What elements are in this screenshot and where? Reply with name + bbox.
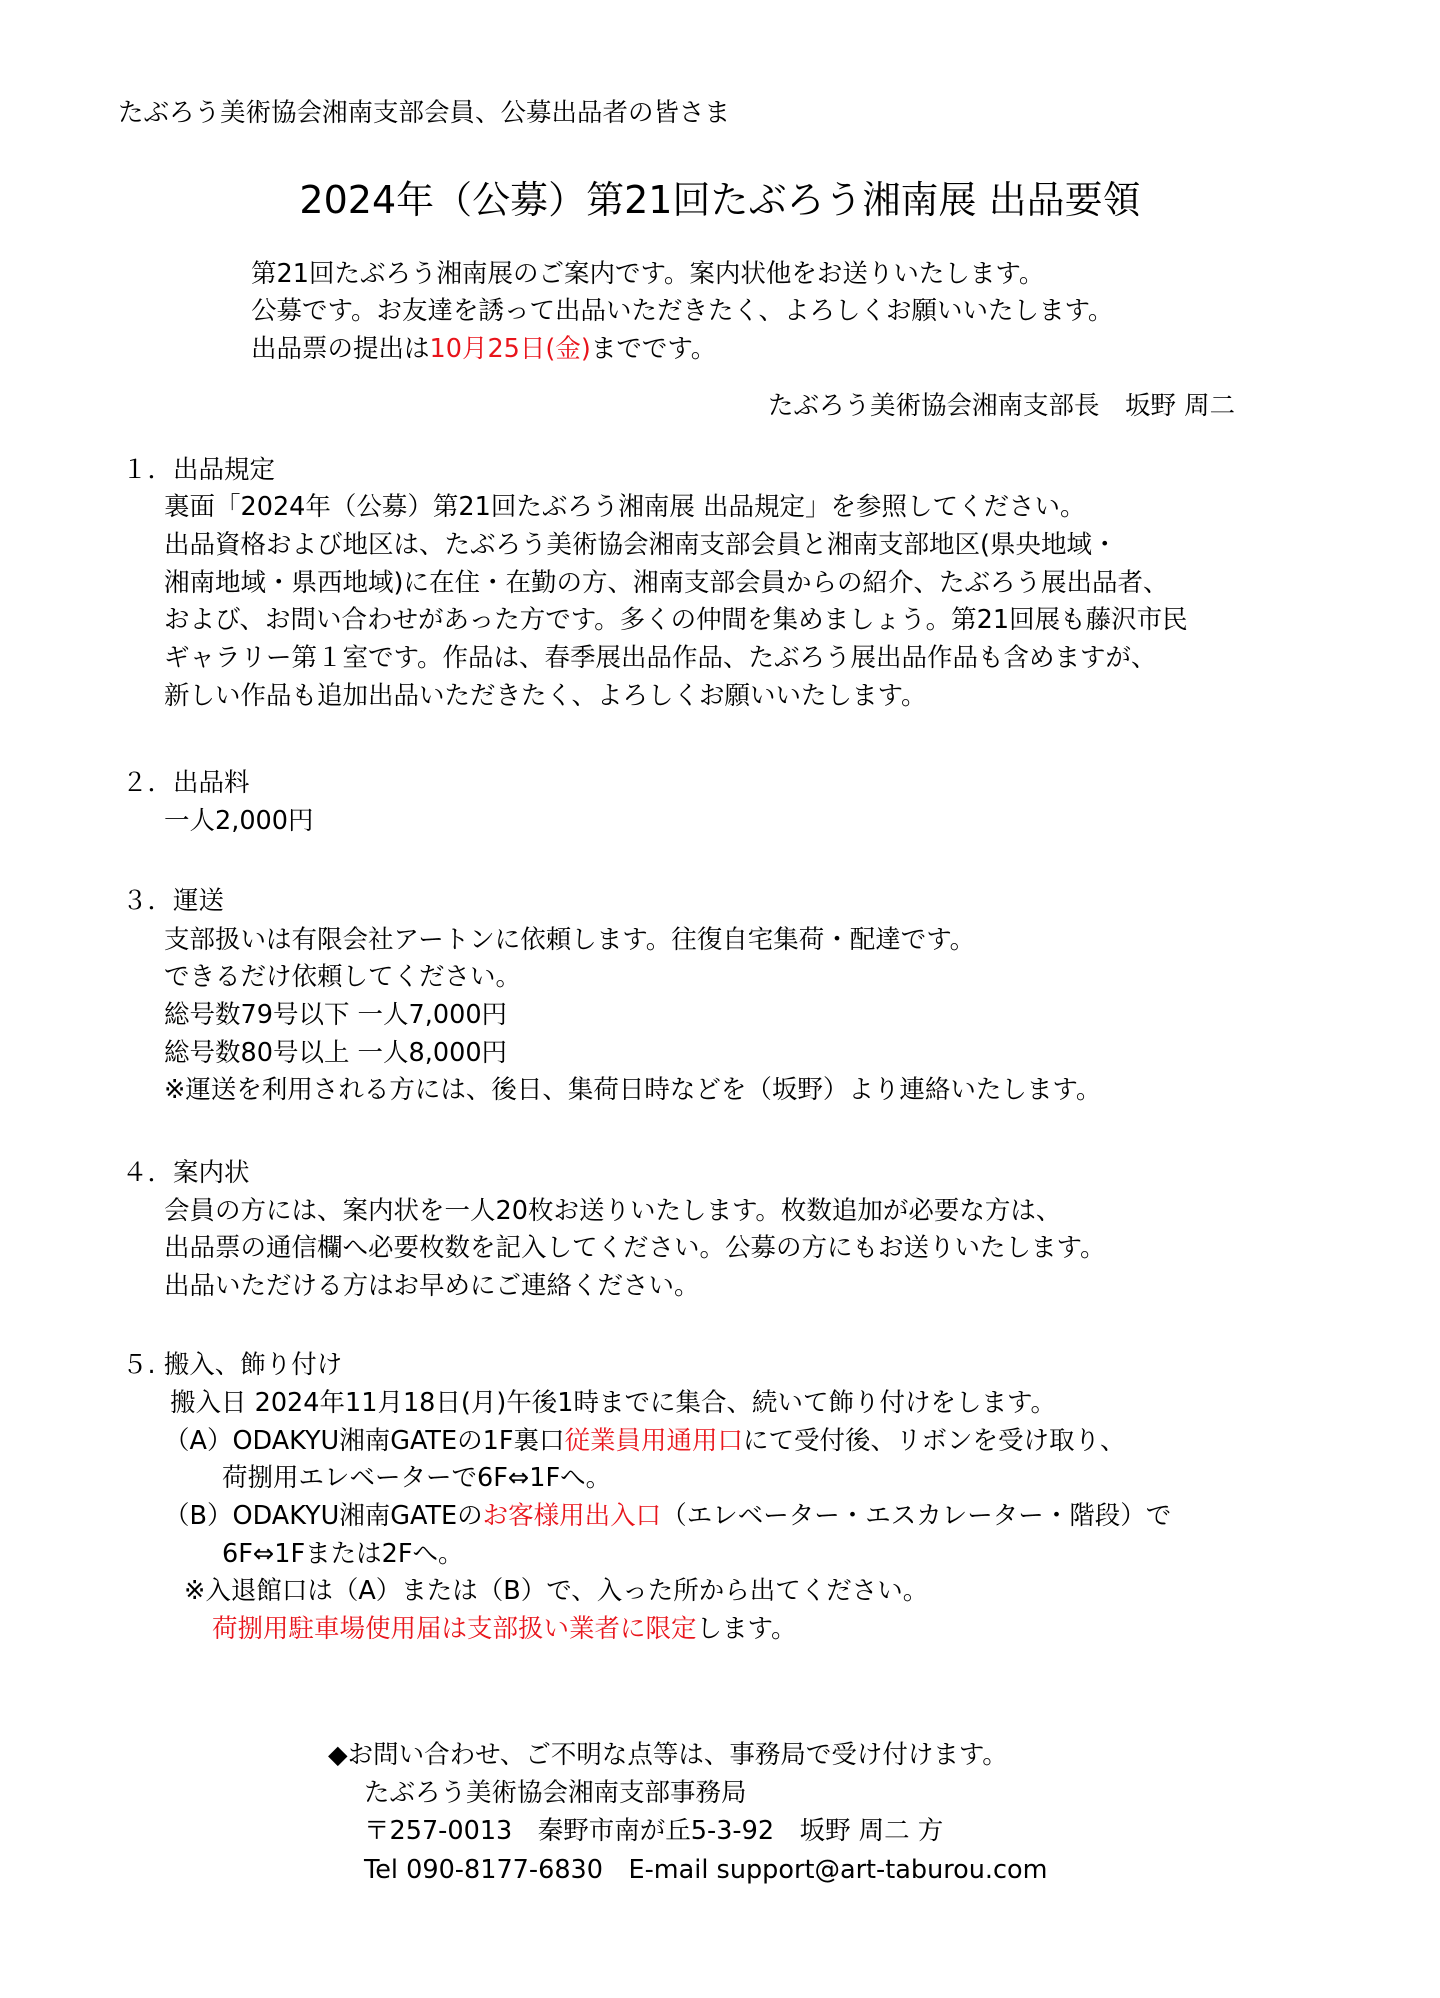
section-2-heading: ２．出品料 [122, 768, 250, 798]
parking-restriction: 荷捌用駐車場使用届は支部扱い業者に限定 [212, 1614, 697, 1644]
section-4-line: 出品票の通信欄へ必要枚数を記入してください。公募の方にもお送りいたします。 [164, 1233, 1106, 1263]
route-a-entrance: 従業員用通用口 [564, 1426, 744, 1456]
entrance-note: ※入退館口は（A）または（B）で、入った所から出てください。 [184, 1576, 929, 1606]
delivery-date: 搬入日 2024年11月18日(月)午後1時までに集合、続いて飾り付けをします。 [170, 1388, 1056, 1418]
section-3-heading: ３．運送 [122, 886, 225, 916]
shipping-fee-large: 総号数80号以上 一人8,000円 [164, 1038, 508, 1068]
contact-office: たぶろう美術協会湘南支部事務局 [364, 1778, 747, 1808]
deadline-date: 10月25日(金) [429, 334, 591, 364]
route-a-suffix: にて受付後、リボンを受け取り、 [743, 1426, 1126, 1456]
shipping-note: ※運送を利用される方には、後日、集荷日時などを（坂野）より連絡いたします。 [164, 1075, 1102, 1105]
route-a-prefix: （A）ODAKYU湘南GATEの1F裏口 [164, 1426, 565, 1456]
section-3-line: できるだけ依頼してください。 [164, 962, 522, 992]
section-4-line: 出品いただける方はお早めにご連絡ください。 [164, 1271, 700, 1301]
deadline-suffix: までです。 [590, 334, 717, 364]
section-1-line: 裏面「2024年（公募）第21回たぶろう湘南展 出品規定」を参照してください。 [164, 492, 1086, 522]
intro-line-3 [251, 330, 716, 368]
contact-tel-email: Tel 090-8177-6830 E-mail support@art-taburou.com [364, 1855, 1048, 1885]
parking-suffix: します。 [696, 1614, 797, 1644]
intro-line-2: 公募です。お友達を誘って出品いただきたく、よろしくお願いいたします。 [251, 296, 1114, 326]
section-4-heading: ４．案内状 [122, 1158, 250, 1188]
entry-fee: 一人2,000円 [164, 806, 314, 836]
route-b [164, 1497, 1171, 1535]
section-1-line: および、お問い合わせがあった方です。多くの仲間を集めましょう。第21回展も藤沢市民 [164, 605, 1188, 635]
route-b-entrance: お客様用出入口 [482, 1501, 662, 1531]
section-5-heading: ５. 搬入、飾り付け [122, 1350, 343, 1380]
route-a-line-2: 荷捌用エレベーターで6F⇔1Fへ。 [222, 1463, 612, 1493]
intro-line-1: 第21回たぶろう湘南展のご案内です。案内状他をお送りいたします。 [251, 259, 1045, 289]
route-b-prefix: （B）ODAKYU湘南GATEの [164, 1501, 483, 1531]
salutation: たぶろう美術協会湘南支部会員、公募出品者の皆さま [118, 98, 731, 128]
route-b-line-2: 6F⇔1Fまたは2Fへ。 [222, 1539, 464, 1569]
route-a [164, 1422, 1126, 1460]
shipping-fee-small: 総号数79号以下 一人7,000円 [164, 1000, 508, 1030]
section-1-line: 湘南地域・県西地域)に在住・在勤の方、湘南支部会員からの紹介、たぶろう展出品者、 [164, 568, 1169, 598]
page-title: 2024年（公募）第21回たぶろう湘南展 出品要領 [299, 178, 1141, 222]
section-1-heading: １．出品規定 [122, 455, 276, 485]
route-b-suffix: （エレベーター・エスカレーター・階段）で [661, 1501, 1172, 1531]
section-1-line: 新しい作品も追加出品いただきたく、よろしくお願いいたします。 [164, 681, 927, 711]
parking-note [212, 1610, 796, 1648]
contact-intro: ◆お問い合わせ、ご不明な点等は、事務局で受け付けます。 [328, 1740, 1008, 1770]
section-1-line: ギャラリー第１室です。作品は、春季展出品作品、たぶろう展出品作品も含めますが、 [164, 643, 1157, 673]
deadline-prefix: 出品票の提出は [251, 334, 430, 364]
section-3-line: 支部扱いは有限会社アートンに依頼します。往復自宅集荷・配達です。 [164, 925, 976, 955]
signature: たぶろう美術協会湘南支部長 坂野 周二 [768, 391, 1236, 421]
section-1-line: 出品資格および地区は、たぶろう美術協会湘南支部会員と湘南支部地区(県央地域・ [164, 530, 1118, 560]
section-4-line: 会員の方には、案内状を一人20枚お送りいたします。枚数追加が必要な方は、 [164, 1196, 1062, 1226]
contact-address: 〒257-0013 秦野市南が丘5-3-92 坂野 周二 方 [364, 1816, 944, 1846]
